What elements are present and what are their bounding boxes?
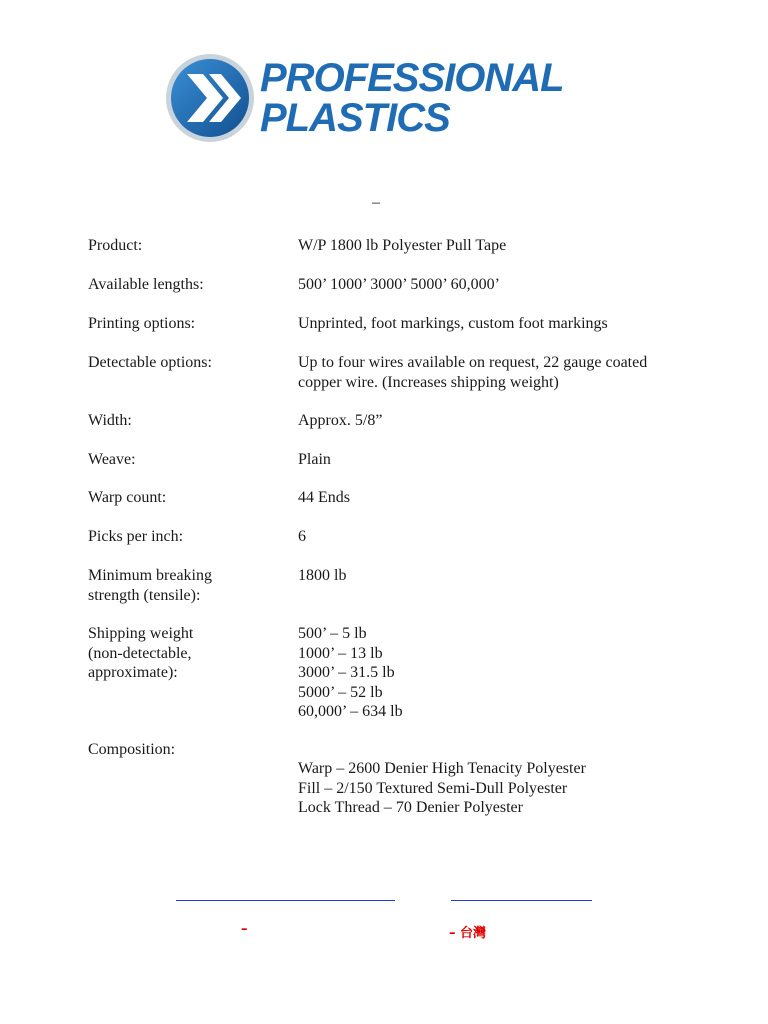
spec-label: Composition: [88,741,176,758]
footer-red-text-left: – [241,922,248,937]
chevron-logo-icon [165,50,255,146]
footer-link-underline-right[interactable] [451,900,592,901]
footer-red-text-right: – 台灣 [449,926,487,941]
logo-text-line1: PROFESSIONAL [260,56,564,100]
spec-label: Shipping weight (non-detectable, approximate): [88,625,194,681]
spec-value: Plain [298,451,331,468]
spec-label: Warp count: [88,489,167,506]
spec-value: Unprinted, foot markings, custom foot markings [298,315,608,332]
spec-label: Weave: [88,451,136,468]
spec-value: 500’ 1000’ 3000’ 5000’ 60,000’ [298,276,500,293]
company-logo [165,50,575,146]
spec-value: Warp – 2600 Denier High Tenacity Polyester Fill – 2/150 Textured Semi-Dull Polyester Lock Thread – 70 Denier Polyester [298,760,586,816]
spec-label: Minimum breaking strength (tensile): [88,567,212,604]
spec-value: Approx. 5/8” [298,412,383,429]
title-dash: – [372,194,380,211]
spec-value: 1800 lb [298,567,347,584]
spec-value: 44 Ends [298,489,350,506]
spec-label: Available lengths: [88,276,204,293]
spec-value: Up to four wires available on request, 22 gauge coated copper wire. (Increases shipping weight) [298,354,648,391]
spec-value: W/P 1800 lb Polyester Pull Tape [298,237,507,254]
spec-label: Printing options: [88,315,196,332]
spec-label: Detectable options: [88,354,212,371]
spec-value: 6 [298,528,306,545]
spec-label: Picks per inch: [88,528,184,545]
spec-label: Width: [88,412,132,429]
spec-value: 500’ – 5 lb 1000’ – 13 lb 3000’ – 31.5 lb 5000’ – 52 lb 60,000’ – 634 lb [298,625,403,720]
footer-link-underline-left[interactable] [176,900,395,901]
spec-label: Product: [88,237,143,254]
logo-text-line2: PLASTICS [260,96,450,140]
